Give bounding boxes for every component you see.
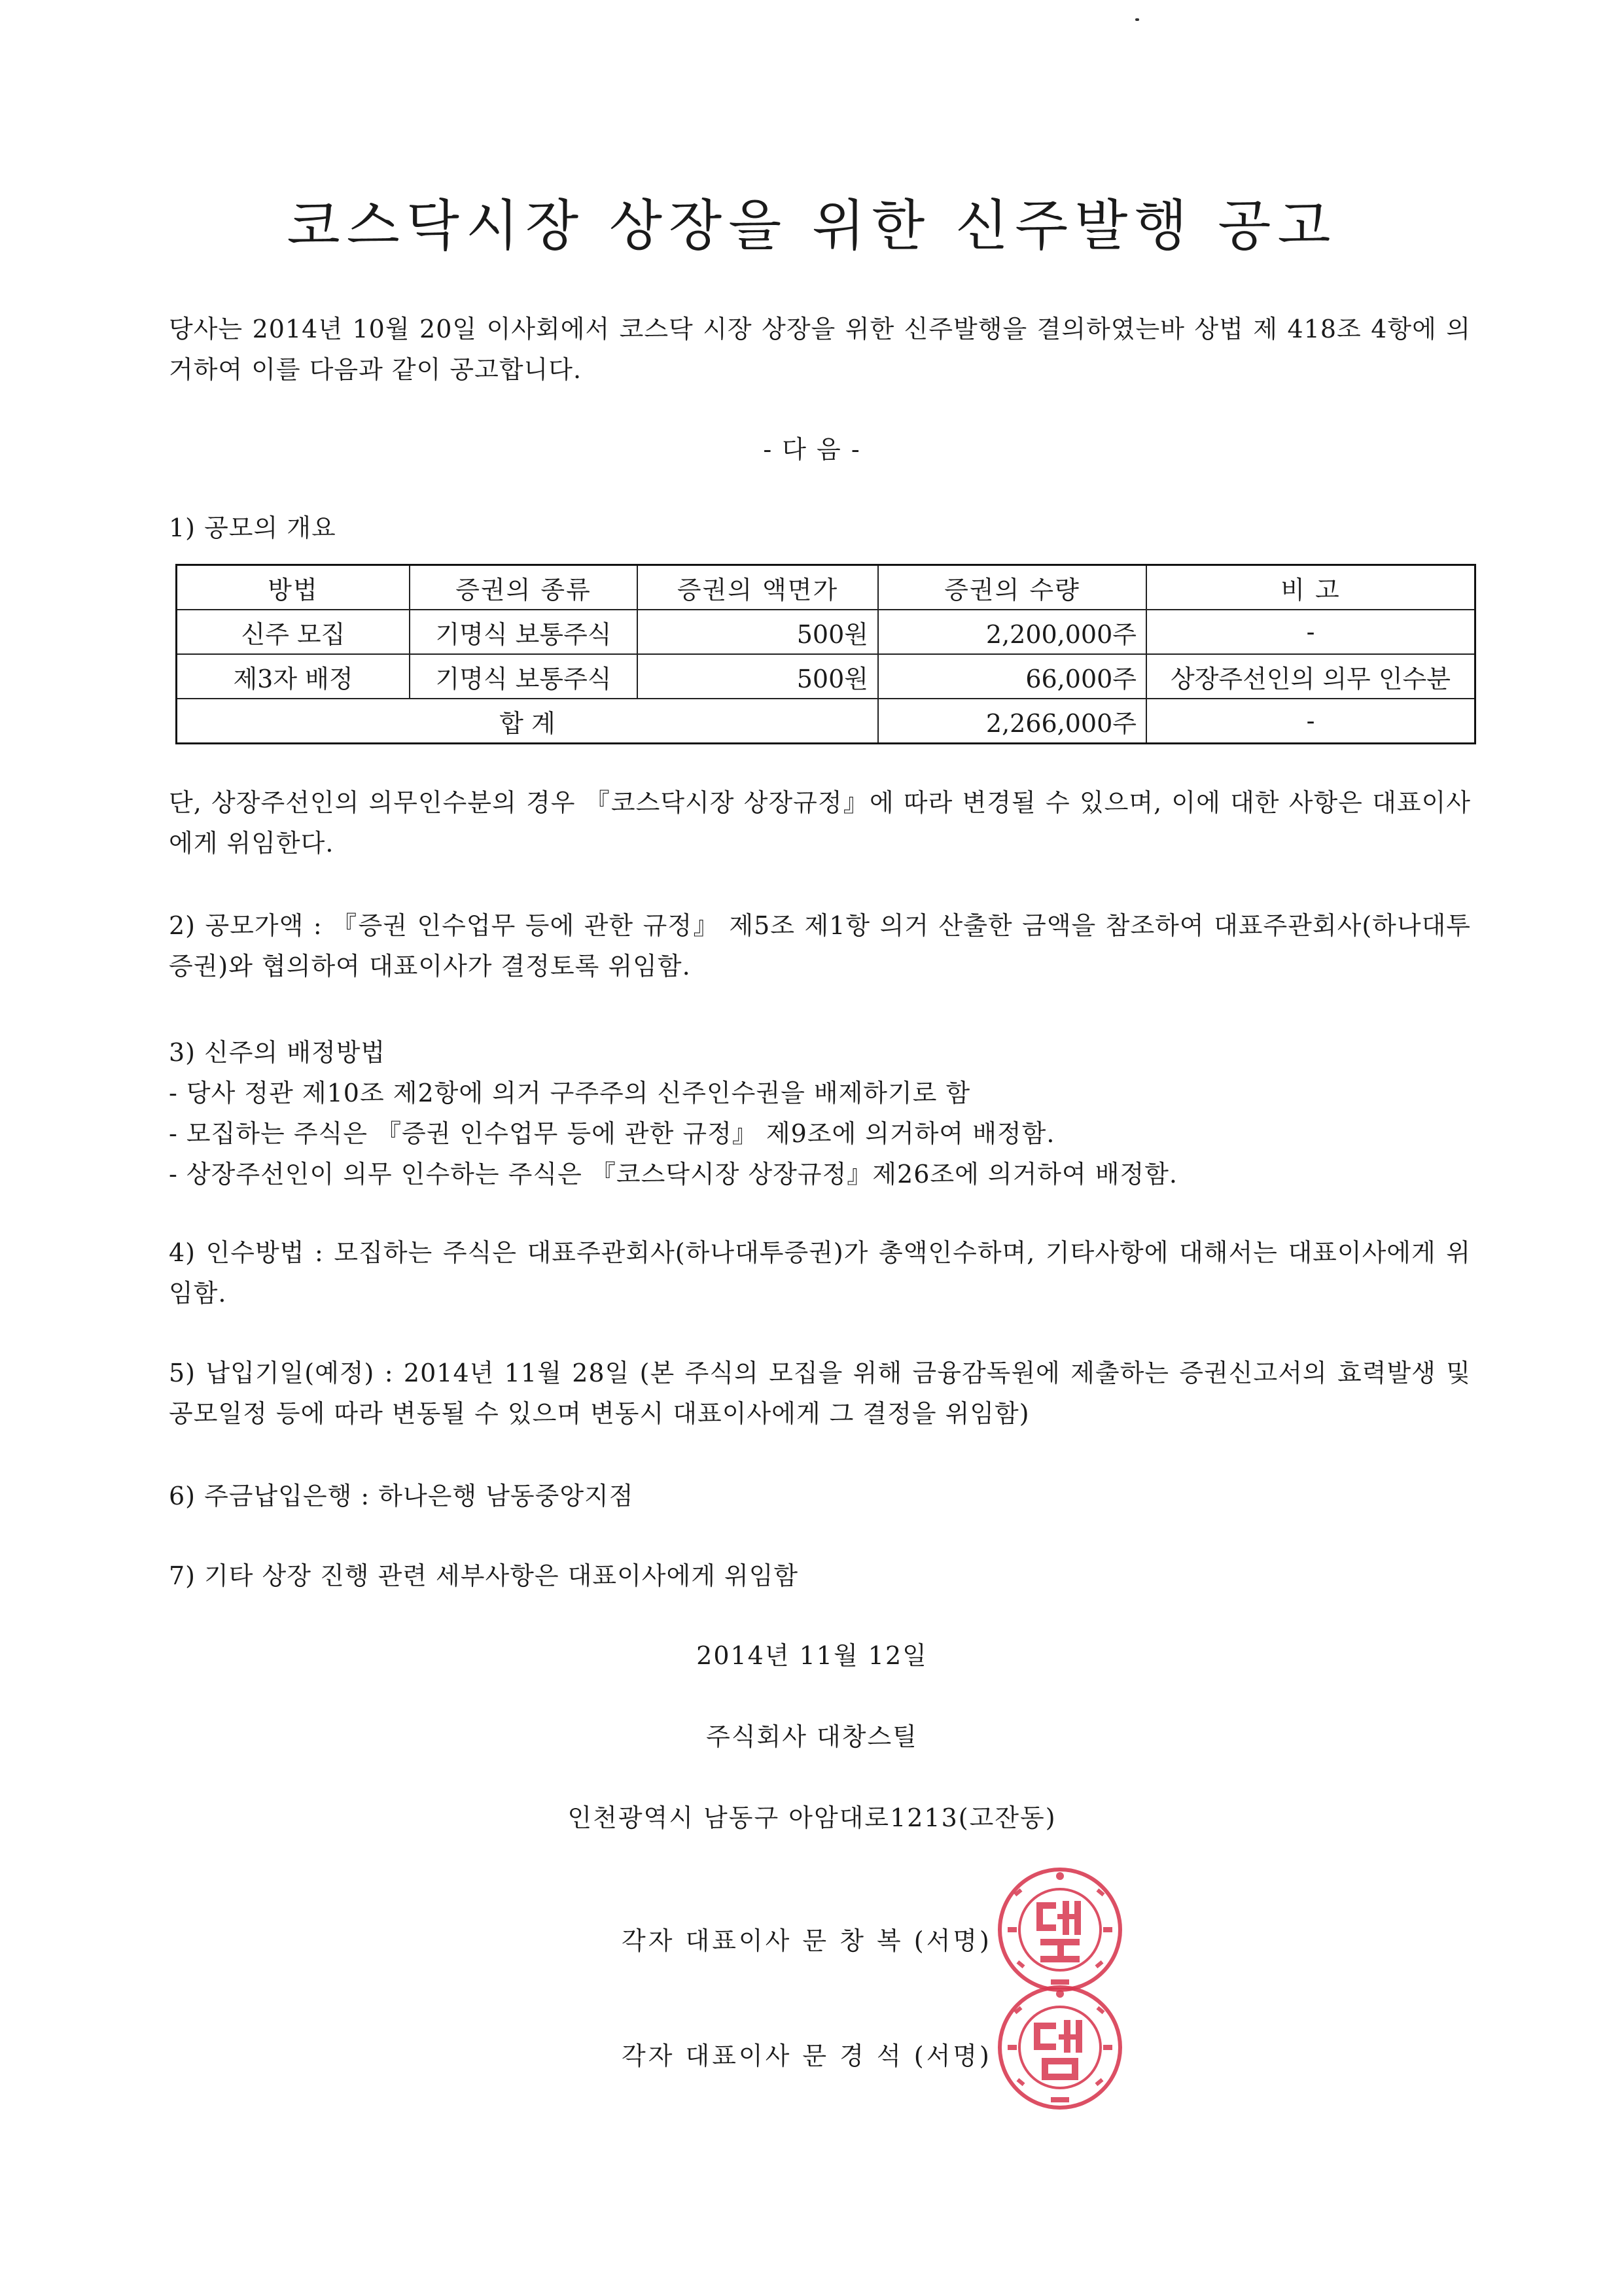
col-remarks: 비 고 [1146, 565, 1475, 610]
cell-quantity: 66,000주 [878, 654, 1146, 699]
cell-type: 기명식 보통주식 [410, 610, 637, 654]
table-header-row [177, 565, 1475, 610]
table-total-row [177, 699, 1475, 744]
col-method: 방법 [177, 565, 410, 610]
section5-paragraph: 5) 납입기일(예정) : 2014년 11월 28일 (본 주식의 모집을 위해 금융감독원에 제출하는 증권신고서의 효력발생 및 공모일정 등에 따라 변동될 수 있으며 변동시 대표이사에게 그 결정을 위임함) [169, 1359, 1471, 1428]
company-seal-icon [995, 1864, 1125, 1995]
table-row [177, 610, 1475, 654]
company-seal-icon [995, 1982, 1125, 2113]
signature-line-1: 각자 대표이사 문 창 복 (서명) [622, 1926, 992, 1955]
section3-heading: 3) 신주의 배정방법 [169, 1038, 386, 1067]
cell-total-label: 합 계 [177, 699, 879, 744]
cell-remarks: - [1146, 610, 1475, 654]
section7-line: 7) 기타 상장 진행 관련 세부사항은 대표이사에게 위임함 [169, 1561, 799, 1590]
section1-heading: 1) 공모의 개요 [169, 513, 336, 542]
section2-paragraph: 2) 공모가액 : 『증권 인수업무 등에 관한 규정』 제5조 제1항 의거 산출한 금액을 참조하여 대표주관회사(하나대투증권)와 협의하여 대표이사가 결정토록 위임함. [169, 911, 1471, 981]
cell-remarks: 상장주선인의 의무 인수분 [1146, 654, 1475, 699]
issue-date: 2014년 11월 12일 [696, 1641, 928, 1670]
separator: - 다 음 - [763, 435, 861, 464]
cell-type: 기명식 보통주식 [410, 654, 637, 699]
signature-line-2: 각자 대표이사 문 경 석 (서명) [622, 2042, 992, 2070]
cell-par-value: 500원 [637, 654, 878, 699]
col-quantity: 증권의 수량 [878, 565, 1146, 610]
offering-table [175, 564, 1476, 744]
table-row [177, 654, 1475, 699]
section3-item: - 당사 정관 제10조 제2항에 의거 구주주의 신주인수권을 배제하기로 함 [169, 1079, 971, 1107]
intro-paragraph: 당사는 2014년 10월 20일 이사회에서 코스닥 시장 상장을 위한 신주발행을 결의하였는바 상법 제 418조 4항에 의거하여 이를 다음과 같이 공고합니다. [169, 315, 1471, 384]
cell-method: 제3자 배정 [177, 654, 410, 699]
cell-total-quantity: 2,266,000주 [878, 699, 1146, 744]
section1-note: 단, 상장주선인의 의무인수분의 경우 『코스닥시장 상장규정』에 따라 변경될 수 있으며, 이에 대한 사항은 대표이사에게 위임한다. [169, 788, 1471, 858]
page-title: 코스닥시장 상장을 위한 신주발행 공고 [287, 194, 1337, 258]
cell-method: 신주 모집 [177, 610, 410, 654]
cell-par-value: 500원 [637, 610, 878, 654]
cell-quantity: 2,200,000주 [878, 610, 1146, 654]
scan-speck [1135, 18, 1139, 21]
section4-paragraph: 4) 인수방법 : 모집하는 주식은 대표주관회사(하나대투증권)가 총액인수하며, 기타사항에 대해서는 대표이사에게 위임함. [169, 1238, 1471, 1308]
section6-line: 6) 주금납입은행 : 하나은행 남동중앙지점 [169, 1482, 634, 1510]
col-type: 증권의 종류 [410, 565, 637, 610]
section3-item: - 모집하는 주식은 『증권 인수업무 등에 관한 규정』 제9조에 의거하여 배정함. [169, 1119, 1055, 1148]
cell-total-note: - [1146, 699, 1475, 744]
section3-item: - 상장주선인이 의무 인수하는 주식은 『코스닥시장 상장규정』제26조에 의거하여 배정함. [169, 1160, 1178, 1189]
company-address: 인천광역시 남동구 아암대로1213(고잔동) [567, 1803, 1057, 1832]
col-par-value: 증권의 액면가 [637, 565, 878, 610]
company-name: 주식회사 대창스틸 [706, 1722, 918, 1751]
